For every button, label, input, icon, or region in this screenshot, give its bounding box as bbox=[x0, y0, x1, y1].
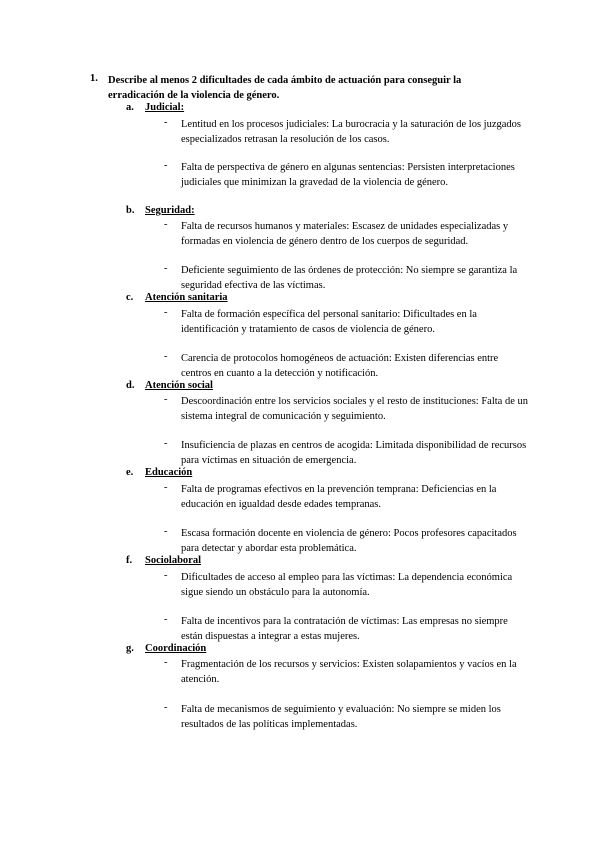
bullet-dash: - bbox=[164, 614, 168, 625]
item-text: Dificultades de acceso al empleo para las víctimas: La dependencia económica sigue siendo un obstáculo para la autonomía. bbox=[181, 572, 513, 598]
section-letter: a. bbox=[126, 102, 134, 113]
section-letter: g. bbox=[126, 643, 134, 654]
section-letter: c. bbox=[126, 292, 134, 303]
question-text: Describe al menos 2 dificultades de cada ámbito de actuación para conseguir la erradicación de la violencia de género. bbox=[108, 75, 462, 101]
section-title: Judicial: bbox=[145, 102, 185, 113]
item-text: Falta de perspectiva de género en algunas sentencias: Persisten interpretaciones judiciales que minimizan la gravedad de la violencia de género. bbox=[181, 162, 515, 188]
item-text: Lentitud en los procesos judiciales: La burocracia y la saturación de los juzgados especializados retrasan la resolución de los casos. bbox=[181, 119, 521, 145]
bullet-dash: - bbox=[164, 351, 168, 362]
bullet-dash: - bbox=[164, 160, 168, 171]
section-title: Atención social bbox=[145, 380, 213, 391]
item-text: Escasa formación docente en violencia de género: Pocos profesores capacitados para detectar y abordar esta problemática. bbox=[181, 528, 517, 554]
bullet-dash: - bbox=[164, 394, 168, 405]
bullet-dash: - bbox=[164, 570, 168, 581]
item-text: Falta de formación específica del personal sanitario: Dificultades en la identificación y tratamiento de casos de violencia de género. bbox=[181, 309, 477, 335]
section-letter: e. bbox=[126, 467, 134, 478]
bullet-dash: - bbox=[164, 657, 168, 668]
item-text: Falta de recursos humanos y materiales: Escasez de unidades especializadas y formadas en violencia de género dentro de los cuerpos de seguridad. bbox=[181, 221, 509, 247]
bullet-dash: - bbox=[164, 219, 168, 230]
section-letter: d. bbox=[126, 380, 135, 391]
item-text: Fragmentación de los recursos y servicios: Existen solapamientos y vacíos en la atención. bbox=[181, 659, 517, 685]
bullet-dash: - bbox=[164, 526, 168, 537]
question-number: 1. bbox=[90, 73, 98, 84]
section-title: Sociolaboral bbox=[145, 555, 202, 566]
item-text: Carencia de protocolos homogéneos de actuación: Existen diferencias entre centros en cuanto a la detección y notificación. bbox=[181, 353, 499, 379]
section-letter: b. bbox=[126, 205, 135, 216]
bullet-dash: - bbox=[164, 263, 168, 274]
section-letter: f. bbox=[126, 555, 133, 566]
item-text: Deficiente seguimiento de las órdenes de protección: No siempre se garantiza la seguridad efectiva de las víctimas. bbox=[181, 265, 518, 291]
section-title: Coordinación bbox=[145, 643, 207, 654]
section-title: Educación bbox=[145, 467, 193, 478]
item-text: Falta de programas efectivos en la prevención temprana: Deficiencias en la educación en igualdad desde edades tempranas. bbox=[181, 484, 497, 510]
bullet-dash: - bbox=[164, 482, 168, 493]
item-text: Falta de mecanismos de seguimiento y evaluación: No siempre se miden los resultados de las políticas implementadas. bbox=[181, 704, 501, 730]
bullet-dash: - bbox=[164, 117, 168, 128]
section-title: Atención sanitaria bbox=[145, 292, 228, 303]
item-text: Descoordinación entre los servicios sociales y el resto de instituciones: Falta de un sistema integral de comunicación y seguimiento. bbox=[181, 396, 528, 422]
item-text: Insuficiencia de plazas en centros de acogida: Limitada disponibilidad de recursos para víctimas en situación de emergencia. bbox=[181, 440, 527, 466]
bullet-dash: - bbox=[164, 702, 168, 713]
bullet-dash: - bbox=[164, 307, 168, 318]
item-text: Falta de incentivos para la contratación de víctimas: Las empresas no siempre están dispuestas a integrar a estas mujeres. bbox=[181, 616, 508, 642]
section-title: Seguridad: bbox=[145, 205, 195, 216]
bullet-dash: - bbox=[164, 438, 168, 449]
